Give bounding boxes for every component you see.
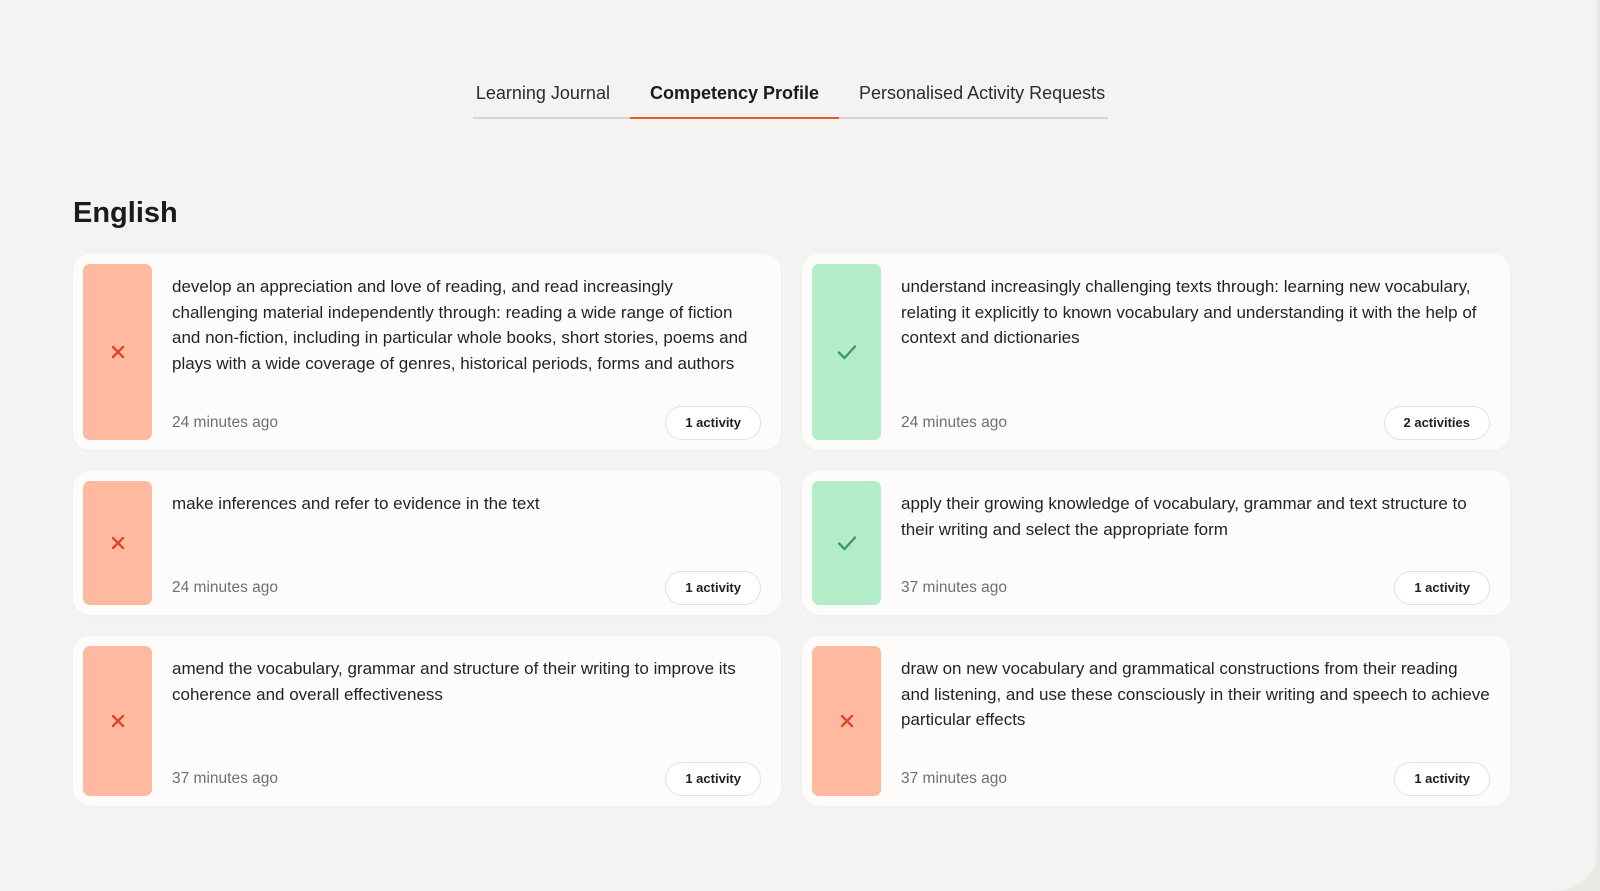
competency-grid [73,254,1510,806]
cross-icon [111,345,125,359]
status-indicator-not-achieved [83,264,152,440]
check-icon [837,344,857,360]
status-indicator-not-achieved [812,646,881,796]
card-body [881,264,1500,440]
activity-count-button[interactable]: 1 activity [665,571,761,605]
competency-description: draw on new vocabulary and grammatical constructions from their reading and listening, and use these consciously in their writing and speech to achieve particular effects [901,659,1490,729]
check-icon [837,535,857,551]
tab-learning-journal[interactable]: Learning Journal [475,83,610,103]
cross-icon [840,714,854,728]
activity-count-button[interactable]: 1 activity [665,406,761,440]
timestamp: 37 minutes ago [172,770,278,787]
competency-description: apply their growing knowledge of vocabulary, grammar and text structure to their writing and select the appropriate form [901,494,1467,539]
status-indicator-achieved [812,264,881,440]
competency-card[interactable] [802,254,1510,450]
timestamp: 24 minutes ago [901,414,1007,431]
cross-icon [111,536,125,550]
activity-count-button[interactable]: 1 activity [1394,571,1490,605]
section-title: English [73,197,178,229]
activity-count-button[interactable]: 1 activity [1394,762,1490,796]
competency-card[interactable] [802,636,1510,806]
timestamp: 24 minutes ago [172,414,278,431]
competency-card[interactable] [73,471,781,615]
timestamp: 37 minutes ago [901,770,1007,787]
tab-competency-profile[interactable]: Competency Profile [630,72,839,117]
card-body [152,646,771,796]
status-indicator-not-achieved [83,481,152,605]
competency-description: understand increasingly challenging texts through: learning new vocabulary, relating it explicitly to known vocabulary and understanding it with the help of context and dictionaries [901,277,1477,347]
competency-card[interactable] [802,471,1510,615]
tab-bar [473,72,1108,119]
activity-count-button[interactable]: 1 activity [665,762,761,796]
tab-personalised-activity-requests[interactable]: Personalised Activity Requests [859,83,1106,103]
card-body [152,264,771,440]
activity-count-button[interactable]: 2 activities [1384,406,1491,440]
card-body [152,481,771,605]
cross-icon [111,714,125,728]
card-body [881,646,1500,796]
competency-description: develop an appreciation and love of reading, and read increasingly challenging material independently through: reading a wide range of fiction and non-fiction, including in particular whole books, short stories, poems and plays with a wide coverage of genres, historical periods, forms and authors [172,277,748,373]
timestamp: 24 minutes ago [172,579,278,596]
competency-card[interactable] [73,254,781,450]
competency-card[interactable] [73,636,781,806]
competency-description: amend the vocabulary, grammar and structure of their writing to improve its coherence and overall effectiveness [172,659,736,704]
status-indicator-not-achieved [83,646,152,796]
card-body [881,481,1500,605]
timestamp: 37 minutes ago [901,579,1007,596]
competency-description: make inferences and refer to evidence in the text [172,494,540,513]
status-indicator-achieved [812,481,881,605]
